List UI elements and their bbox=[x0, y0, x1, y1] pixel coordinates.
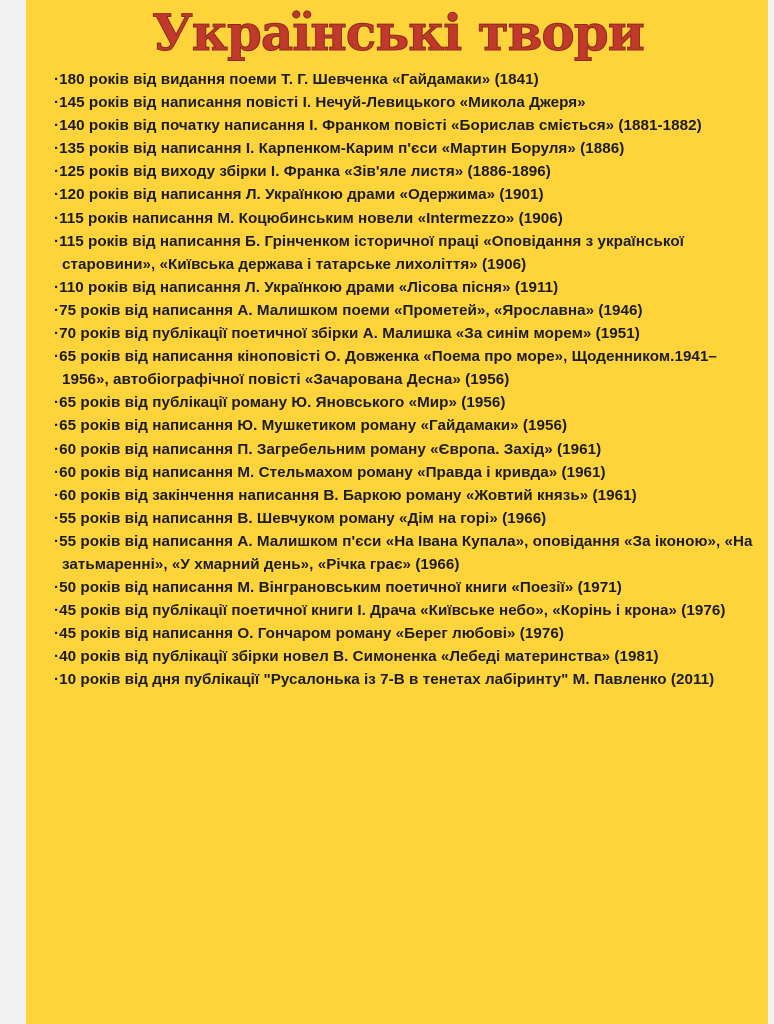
list-item bbox=[54, 91, 754, 114]
bullet-marker: · bbox=[54, 117, 60, 135]
list-item-text: 65 років від написання Ю. Мушкетиком роману «Гайдамаки» (1956) bbox=[59, 417, 568, 435]
list-item-text: 55 років від написання А. Малишком п'єси «На Івана Купала», оповідання «За іконою», «На затьмаренні», «У хмарний день», «Річка грає» (1966) bbox=[59, 532, 753, 573]
list-item-text: 180 років від видання поеми Т. Г. Шевченка «Гайдамаки» (1841) bbox=[59, 71, 539, 88]
list-item-text: 45 років від написання О. Гончаром роману «Берег любові» (1976) bbox=[59, 625, 564, 643]
list-item bbox=[54, 183, 754, 206]
bullet-marker: · bbox=[54, 602, 60, 620]
right-margin-strip bbox=[768, 0, 774, 1024]
bullet-marker: · bbox=[54, 163, 60, 181]
bullet-marker: · bbox=[54, 209, 60, 227]
bullet-marker: · bbox=[54, 671, 60, 689]
list-item-text: 115 років від написання Б. Грінченком історичної праці «Оповідання з української старовини», «Київська держава і татарське лихоліття» (1906) bbox=[59, 232, 684, 273]
list-item bbox=[54, 576, 754, 599]
list-item-text: 110 років від написання Л. Українкою драми «Лісова пісня» (1911) bbox=[59, 278, 559, 296]
list-item bbox=[54, 530, 754, 576]
list-item-text: 140 років від початку написання І. Франком повісті «Борислав сміється» (1881-1882) bbox=[59, 117, 702, 135]
list-item bbox=[54, 645, 754, 668]
bullet-marker: · bbox=[54, 186, 60, 204]
list-item bbox=[54, 391, 754, 414]
list-item bbox=[54, 276, 754, 299]
list-item bbox=[54, 461, 754, 484]
list-item bbox=[54, 668, 754, 691]
list-item bbox=[54, 68, 754, 91]
bullet-marker: · bbox=[54, 325, 60, 343]
list-item bbox=[54, 230, 754, 276]
bullet-marker: · bbox=[54, 71, 60, 88]
bullet-marker: · bbox=[54, 463, 60, 481]
bullet-marker: · bbox=[54, 94, 60, 112]
list-item bbox=[54, 207, 754, 230]
list-item-text: 55 років від написання В. Шевчуком роману «Дім на горі» (1966) bbox=[59, 509, 547, 527]
list-item-text: 135 років від написання І. Карпенком-Карим п'єси «Мартин Боруля» (1886) bbox=[59, 140, 625, 158]
anniversary-list bbox=[14, 68, 760, 692]
bullet-marker: · bbox=[54, 394, 60, 412]
list-item bbox=[54, 299, 754, 322]
list-item-text: 60 років від написання П. Загребельним роману «Європа. Захід» (1961) bbox=[59, 440, 602, 458]
list-item-text: 40 років від публікації збірки новел В. Симоненка «Лебеді материнства» (1981) bbox=[59, 648, 659, 666]
bullet-marker: · bbox=[54, 532, 60, 550]
list-item-text: 70 років від публікації поетичної збірки А. Малишка «За синім морем» (1951) bbox=[59, 325, 640, 343]
list-item-text: 65 років від написання кіноповісті О. Довженка «Поема про море», Щоденником.1941–1956», автобіографічної повісті «Зачарована Десна» (1956) bbox=[59, 348, 717, 389]
list-item-text: 60 років від закінчення написання В. Баркою роману «Жовтий князь» (1961) bbox=[59, 486, 637, 504]
list-item-text: 115 років написання М. Коцюбинським новели «Intermezzo» (1906) bbox=[59, 209, 563, 227]
bullet-marker: · bbox=[54, 301, 60, 319]
list-item bbox=[54, 438, 754, 461]
bullet-marker: · bbox=[54, 579, 60, 597]
bullet-marker: · bbox=[54, 625, 60, 643]
bullet-marker: · bbox=[54, 648, 60, 666]
bullet-marker: · bbox=[54, 509, 60, 527]
bullet-marker: · bbox=[54, 140, 60, 158]
list-item-text: 45 років від публікації поетичної книги І. Драча «Київське небо», «Корінь і крона» (1976) bbox=[59, 602, 726, 620]
bullet-marker: · bbox=[54, 278, 60, 296]
list-item-text: 10 років від дня публікації "Русалонька із 7-В в тенетах лабіринту" М. Павленко (2011) bbox=[59, 671, 715, 689]
list-item-text: 120 років від написання Л. Українкою драми «Одержима» (1901) bbox=[59, 186, 544, 204]
bullet-marker: · bbox=[54, 232, 60, 250]
left-margin-strip bbox=[0, 0, 26, 1024]
list-item-text: 50 років від написання М. Вінграновським поетичної книги «Поезії» (1971) bbox=[59, 579, 622, 597]
list-item bbox=[54, 622, 754, 645]
list-item-text: 60 років від написання М. Стельмахом роману «Правда і кривда» (1961) bbox=[59, 463, 606, 481]
list-item bbox=[54, 114, 754, 137]
list-item bbox=[54, 599, 754, 622]
list-item bbox=[54, 160, 754, 183]
list-item bbox=[54, 484, 754, 507]
list-item bbox=[54, 137, 754, 160]
list-item-text: 65 років від публікації роману Ю. Яновського «Мир» (1956) bbox=[59, 394, 506, 412]
bullet-marker: · bbox=[54, 486, 60, 504]
page-title: Українські твори bbox=[152, 3, 644, 62]
list-item bbox=[54, 345, 754, 391]
list-item-text: 125 років від виходу збірки І. Франка «Зів'яле листя» (1886-1896) bbox=[59, 163, 551, 181]
bullet-marker: · bbox=[54, 348, 60, 366]
list-item-text: 145 років від написання повісті І. Нечуй-Левицького «Микола Джеря» bbox=[59, 94, 586, 112]
bullet-marker: · bbox=[54, 417, 60, 435]
list-item bbox=[54, 414, 754, 437]
bullet-marker: · bbox=[54, 440, 60, 458]
list-item bbox=[54, 507, 754, 530]
list-item-text: 75 років від написання А. Малишком поеми «Прометей», «Ярославна» (1946) bbox=[59, 301, 643, 319]
list-item bbox=[54, 322, 754, 345]
